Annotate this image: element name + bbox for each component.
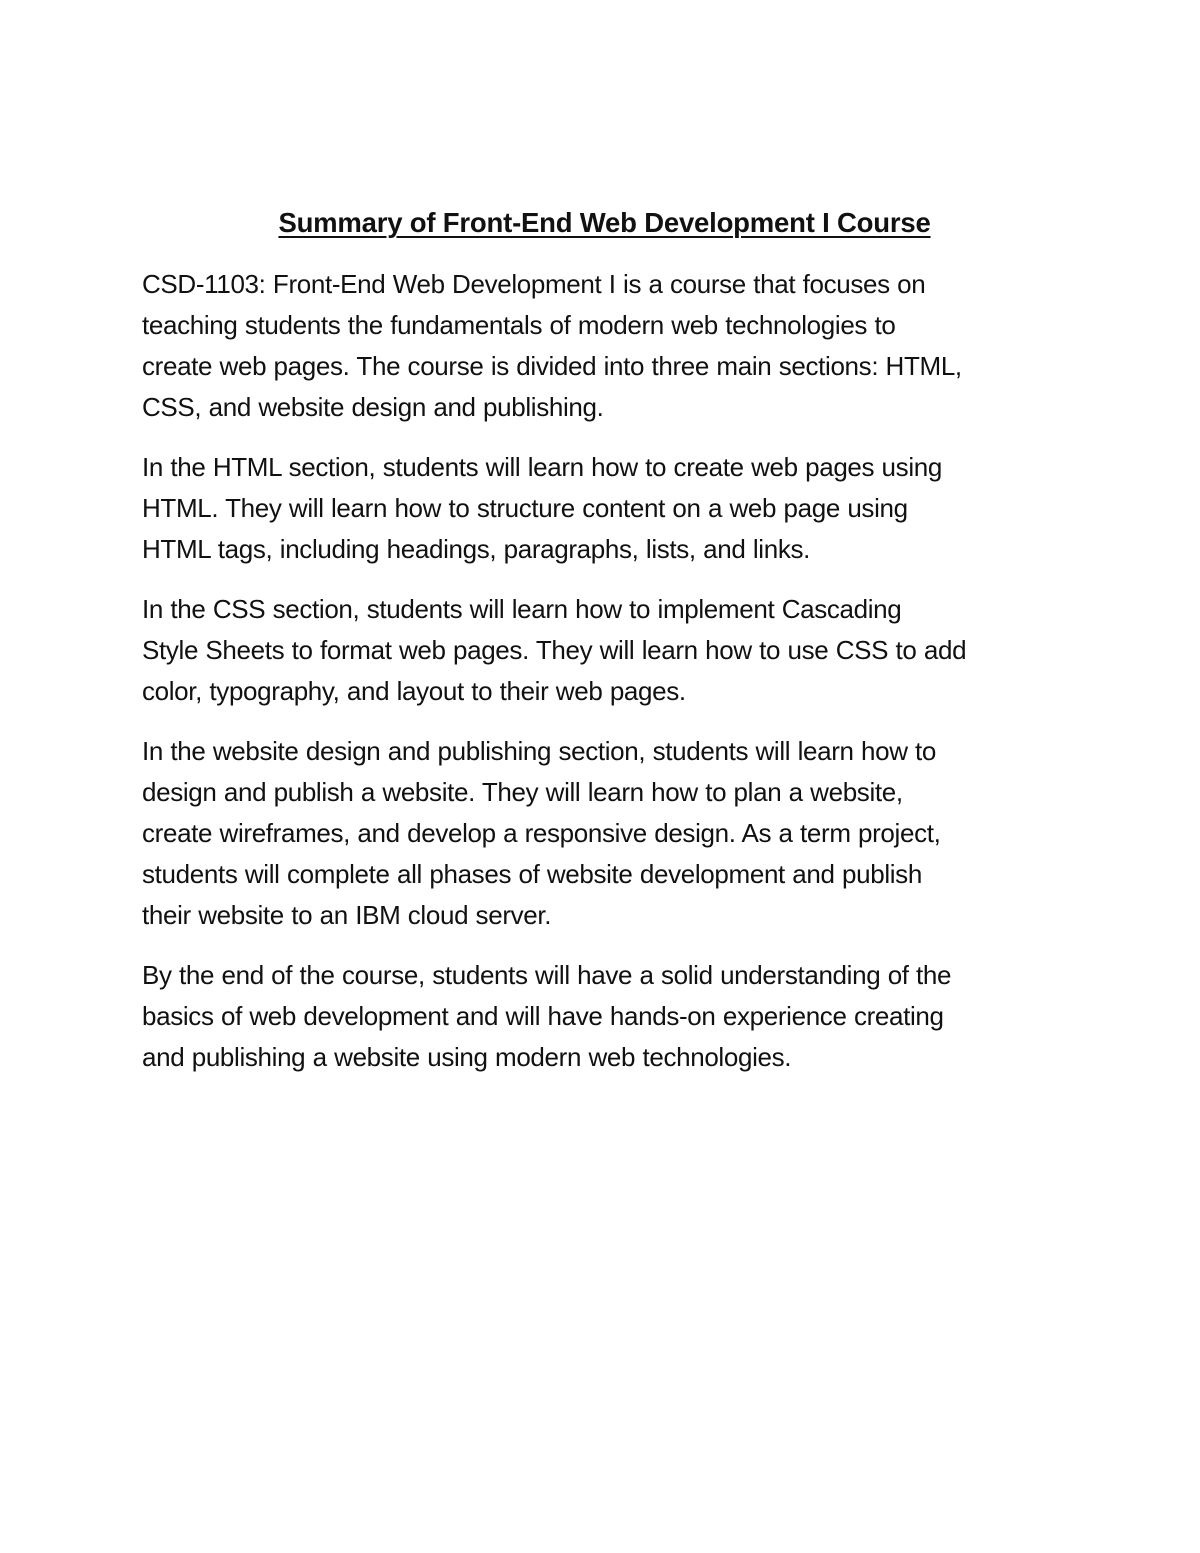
- paragraph-line: By the end of the course, students will have a solid understanding of the: [142, 960, 952, 990]
- paragraph-line: HTML. They will learn how to structure content on a web page using: [142, 493, 908, 523]
- document-title: Summary of Front-End Web Development I Course: [278, 207, 931, 238]
- paragraph-line: Style Sheets to format web pages. They will learn how to use CSS to add: [142, 635, 967, 665]
- paragraph-line: HTML tags, including headings, paragraphs, lists, and links.: [142, 534, 811, 564]
- paragraph-line: and publishing a website using modern web technologies.: [142, 1042, 792, 1072]
- paragraph-line: design and publish a website. They will learn how to plan a website,: [142, 777, 903, 807]
- paragraph-line: their website to an IBM cloud server.: [142, 900, 552, 930]
- paragraph-line: CSS, and website design and publishing.: [142, 392, 604, 422]
- document-body: [142, 200, 1067, 1097]
- paragraph-line: create wireframes, and develop a responsive design. As a term project,: [142, 818, 941, 848]
- paragraph-line: CSD-1103: Front-End Web Development I is a course that focuses on: [142, 269, 926, 299]
- paragraph-css-section: [142, 589, 1067, 712]
- paragraph-line: In the website design and publishing section, students will learn how to: [142, 736, 937, 766]
- paragraph-line: create web pages. The course is divided into three main sections: HTML,: [142, 351, 962, 381]
- paragraph-design-publishing-section: [142, 731, 1067, 936]
- paragraph-line: In the HTML section, students will learn how to create web pages using: [142, 452, 942, 482]
- paragraph-line: students will complete all phases of website development and publish: [142, 859, 922, 889]
- paragraph-line: In the CSS section, students will learn how to implement Cascading: [142, 594, 902, 624]
- paragraph-html-section: [142, 447, 1067, 570]
- paragraph-line: basics of web development and will have hands-on experience creating: [142, 1001, 944, 1031]
- paragraph-conclusion: [142, 955, 1067, 1078]
- paragraph-line: teaching students the fundamentals of modern web technologies to: [142, 310, 896, 340]
- paragraph-course-overview: [142, 264, 1067, 428]
- paragraph-line: color, typography, and layout to their web pages.: [142, 676, 686, 706]
